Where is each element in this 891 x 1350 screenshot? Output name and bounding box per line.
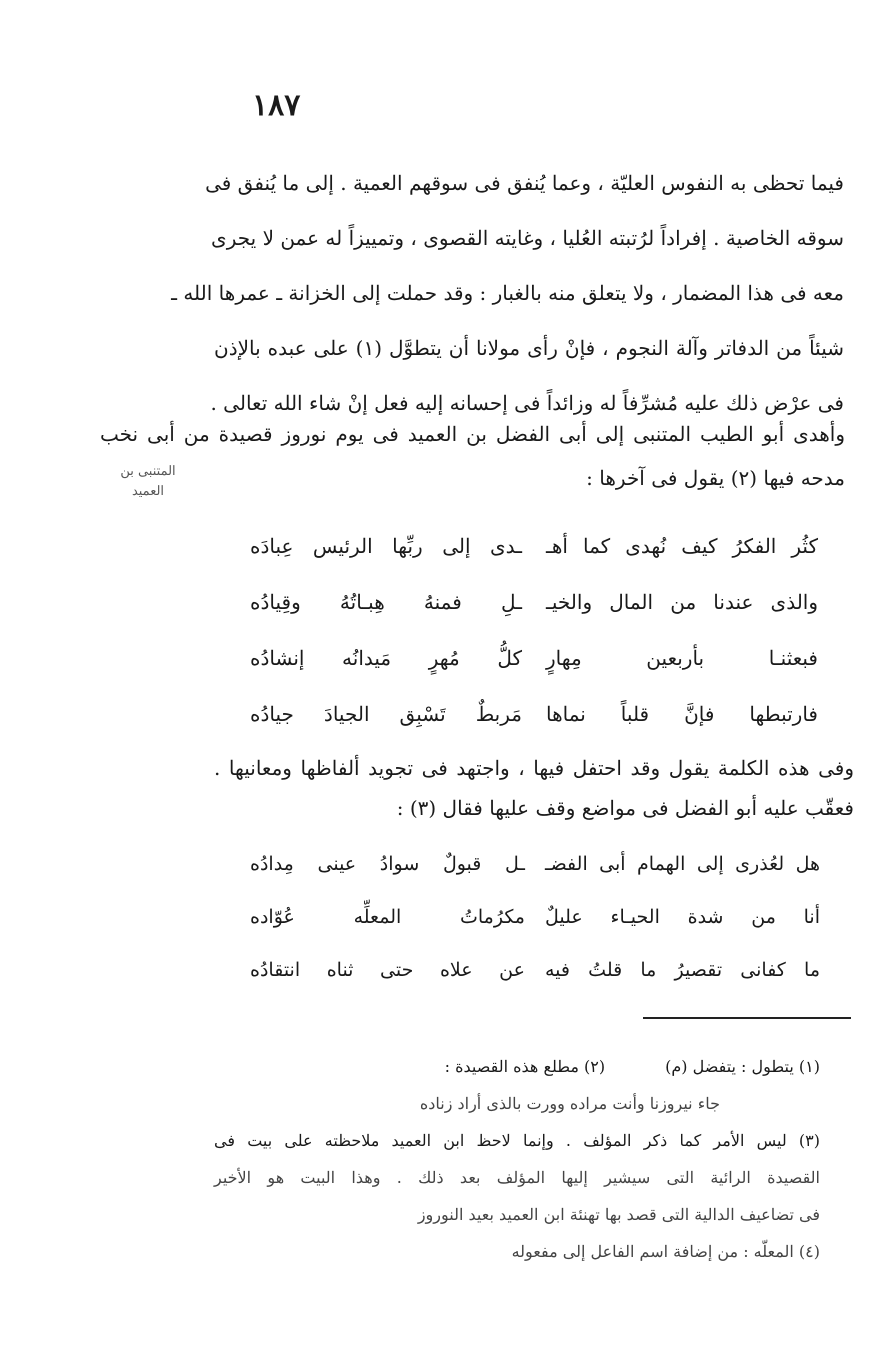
poem-verse — [250, 630, 818, 686]
verse-second-hemistich: كلُّ مُهرٍ مَيدانُه إنشادُه — [250, 646, 522, 670]
verse-first-hemistich: أنا من شدة الحيـاء عليلٌ — [545, 906, 820, 928]
margin-note-line: العميد — [131, 484, 165, 499]
verse-second-hemistich: ـلِ فمنهُ هِبـاتُهُ وقِيادُه — [250, 590, 522, 614]
poem-verse — [250, 838, 820, 891]
poem-verse — [250, 518, 818, 574]
footnote-verse: جاء نيروزنا وأنت مراده وورت بالذى أراد زناده — [419, 1094, 720, 1113]
margin-note-line: المتنبى بن — [120, 464, 176, 479]
verse-second-hemistich: مَربطٌ تَسْبِق الجيادَ جيادُه — [250, 702, 522, 726]
footnote-3-line: (٣) ليس الأمر كما ذكر المؤلف . وإنما لاحظ ابن العميد ملاحظته على بيت فى — [214, 1131, 820, 1150]
opening-paragraph — [171, 156, 844, 431]
commentary-paragraph — [214, 748, 854, 828]
footnote-separator — [643, 1017, 851, 1019]
commentary-line: فعقّب عليه أبو الفضل فى مواضع وقف عليها فقال (٣) : — [396, 796, 854, 820]
poem-verse — [250, 574, 818, 630]
poem-verse — [250, 944, 820, 997]
verse-first-hemistich: فبعثنـا بأربعين مِهارٍ — [546, 646, 818, 670]
verse-second-hemistich: عن علاه حتى ثناه انتقادُه — [250, 959, 525, 981]
intro-line: وأهدى أبو الطيب المتنبى إلى أبى الفضل بن العميد فى يوم نوروز قصيدة من أبى نخب — [100, 422, 845, 446]
paragraph-line: شيئاً من الدفاتر وآلة النجوم ، فإنْ رأى مولانا أن يتطوَّل (١) على عبده بالإذن — [214, 336, 844, 360]
paragraph-line: فى عرْض ذلك عليه مُشرِّفاً له وزائداً فى إحسانه إليه فعل إنْ شاء الله تعالى . — [210, 391, 844, 415]
verse-second-hemistich: ـدى إلى ربِّها الرئيس عِبادَه — [250, 534, 522, 558]
paragraph-line: معه فى هذا المضمار ، ولا يتعلق منه بالغبار : وقد حملت إلى الخزانة ـ عمرها الله ـ — [171, 281, 844, 305]
verse-second-hemistich: ـل قبولٌ سوادُ عينى مِدادُه — [250, 853, 525, 875]
verse-first-hemistich: كثُر الفكرُ كيف نُهدى كما أهـ — [546, 534, 818, 558]
poem-mutanabbi — [250, 518, 818, 742]
footnote-4: (٤) المعلّه : من إضافة اسم الفاعل إلى مفعوله — [511, 1242, 820, 1261]
margin-note — [98, 462, 198, 502]
poem-verse — [250, 686, 818, 742]
footnotes — [214, 1048, 820, 1270]
footnote-2: (٢) مطلع هذه القصيدة : — [444, 1057, 606, 1076]
poem-verse — [250, 891, 820, 944]
footnote-3-line: فى تضاعيف الدالية التى قصد بها تهنئة ابن العميد بعيد النوروز — [417, 1205, 820, 1224]
verse-second-hemistich: مكرُماتُ المعلِّه عُوّاده — [250, 906, 525, 928]
intro-line: مدحه فيها (٢) يقول فى آخرها : — [586, 466, 845, 490]
verse-first-hemistich: والذى عندنا من المال والخيـ — [546, 590, 818, 614]
verse-first-hemistich: فارتبطها فإنَّ قلباً نماها — [546, 702, 818, 726]
paragraph-line: فيما تحظى به النفوس العليّة ، وعما يُنفق فى سوقهم العمية . إلى ما يُنفق فى — [205, 171, 844, 195]
poem-ibn-al-amid — [250, 838, 820, 997]
footnote-1: (١) يتطول : يتفضل (م) — [665, 1057, 820, 1076]
footnote-3-line: القصيدة الرائية التى سيشير إليها المؤلف بعد ذلك . وهذا البيت هو الأخير — [214, 1168, 820, 1187]
verse-first-hemistich: هل لعُذرى إلى الهمام أبى الفضـ — [545, 853, 820, 875]
page-number: ١٨٧ — [252, 88, 301, 123]
verse-first-hemistich: ما كفانى تقصيرُ ما قلتُ فيه — [545, 959, 820, 981]
poem-introduction — [100, 412, 845, 500]
commentary-line: وفى هذه الكلمة يقول وقد احتفل فيها ، واجتهد فى تجويد ألفاظها ومعانيها . — [214, 756, 854, 780]
footnote-row — [214, 1048, 820, 1085]
paragraph-line: سوقه الخاصية . إفراداً لرُتبته العُليا ، وغايته القصوى ، وتمييزاً له عمن لا يجرى — [211, 226, 844, 250]
